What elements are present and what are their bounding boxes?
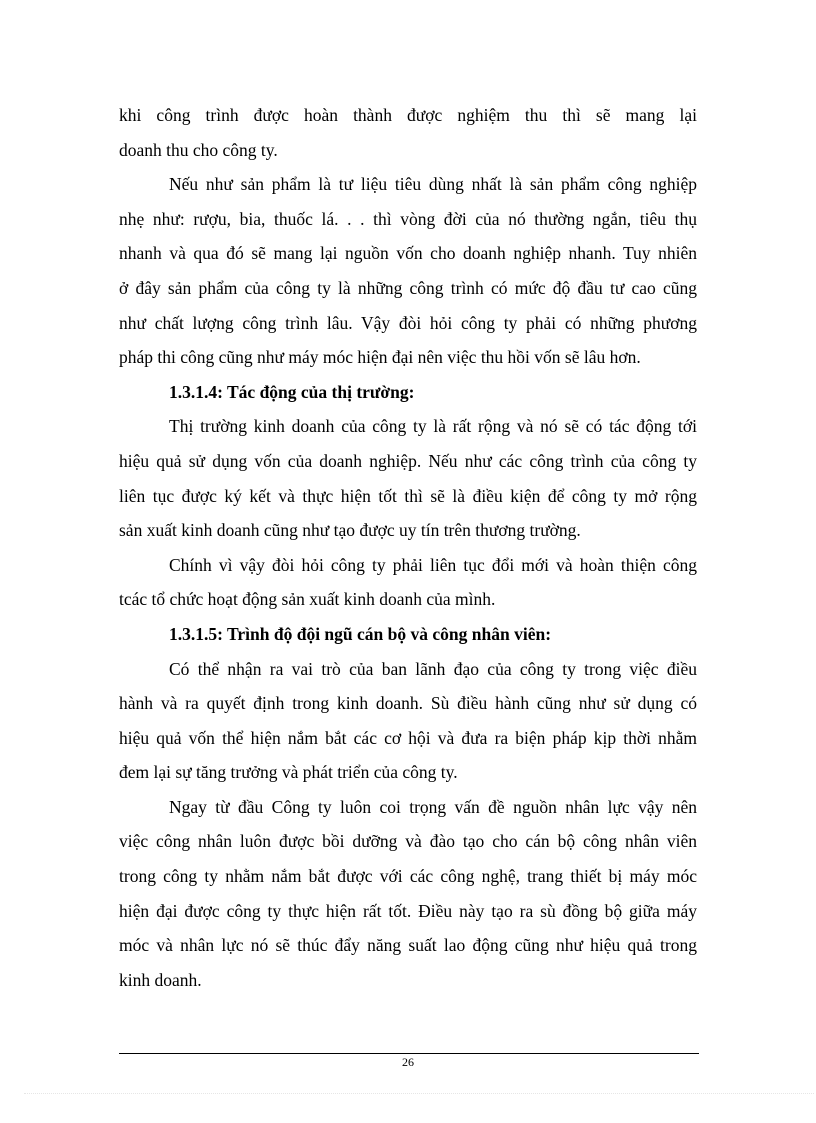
footer-divider [119,1053,699,1054]
text-line: đem lại sự tăng trưởng và phát triển của công ty. [119,762,458,783]
text-line: hiện đại được công ty thực hiện rất tốt. Điều này tạo ra sù đồng bộ giữa máy [119,900,697,921]
section-heading: 1.3.1.5: Trình độ đội ngũ cán bộ và công nhân viên: [169,623,552,644]
text-line: nhanh và qua đó sẽ mang lại nguồn vốn cho doanh nghiệp nhanh. Tuy nhiên [119,243,697,264]
text-line: Chính vì vậy đòi hỏi công ty phải liên tục đổi mới và hoàn thiện công [169,554,697,575]
text-line: Thị trường kinh doanh của công ty là rất rộng và nó sẽ có tác động tới [169,416,697,437]
text-line: móc và nhân lực nó sẽ thúc đẩy năng suất lao động cũng như hiệu quả trong [119,935,697,956]
text-line: doanh thu cho công ty. [119,139,278,160]
text-line: khi công trình được hoàn thành được nghiệm thu thì sẽ mang lại [119,105,697,125]
text-line: hiệu quả vốn thể hiện nắm bắt các cơ hội và đưa ra biện pháp kịp thời nhằm [119,727,697,748]
text-line: trong công ty nhằm nắm bắt được với các công nghệ, trang thiết bị máy móc [119,866,697,887]
page-number: 26 [402,1055,414,1069]
text-line: ở đây sản phẩm của công ty là những công trình có mức độ đầu tư cao cũng [119,277,697,298]
text-line: liên tục được ký kết và thực hiện tốt thì sẽ là điều kiện để công ty mở rộng [119,485,697,506]
text-line: như chất lượng công trình lâu. Vậy đòi hỏi công ty phải có những phương [119,312,697,333]
section-heading: 1.3.1.4: Tác động của thị trường: [169,381,415,402]
text-line: tcác tổ chức hoạt động sản xuất kinh doanh của mình. [119,589,496,610]
text-line: Có thể nhận ra vai trò của ban lãnh đạo của công ty trong việc điều [169,658,697,679]
text-line: Ngay từ đầu Công ty luôn coi trọng vấn đề nguồn nhân lực vậy nên [169,796,697,817]
text-line: việc công nhân luôn được bồi dưỡng và đào tạo cho cán bộ công nhân viên [119,831,697,852]
text-line: kinh doanh. [119,969,202,990]
text-line: pháp thi công cũng như máy móc hiện đại nên việc thu hồi vốn sẽ lâu hơn. [119,347,641,368]
text-line: sản xuất kinh doanh cũng như tạo được uy tín trên thương trường. [119,520,581,541]
page-body [119,98,697,997]
page-edge-divider [24,1093,814,1094]
text-line: nhẹ như: rượu, bia, thuốc lá. . . thì vòng đời của nó thường ngắn, tiêu thụ [119,208,697,229]
text-line: Nếu như sản phẩm là tư liệu tiêu dùng nhất là sản phẩm công nghiệp [169,174,697,195]
text-line: hành và ra quyết định trong kinh doanh. Sù điều hành cũng như sử dụng có [119,693,697,714]
text-line: hiệu quả sử dụng vốn của doanh nghiệp. Nếu như các công trình của công ty [119,450,697,471]
